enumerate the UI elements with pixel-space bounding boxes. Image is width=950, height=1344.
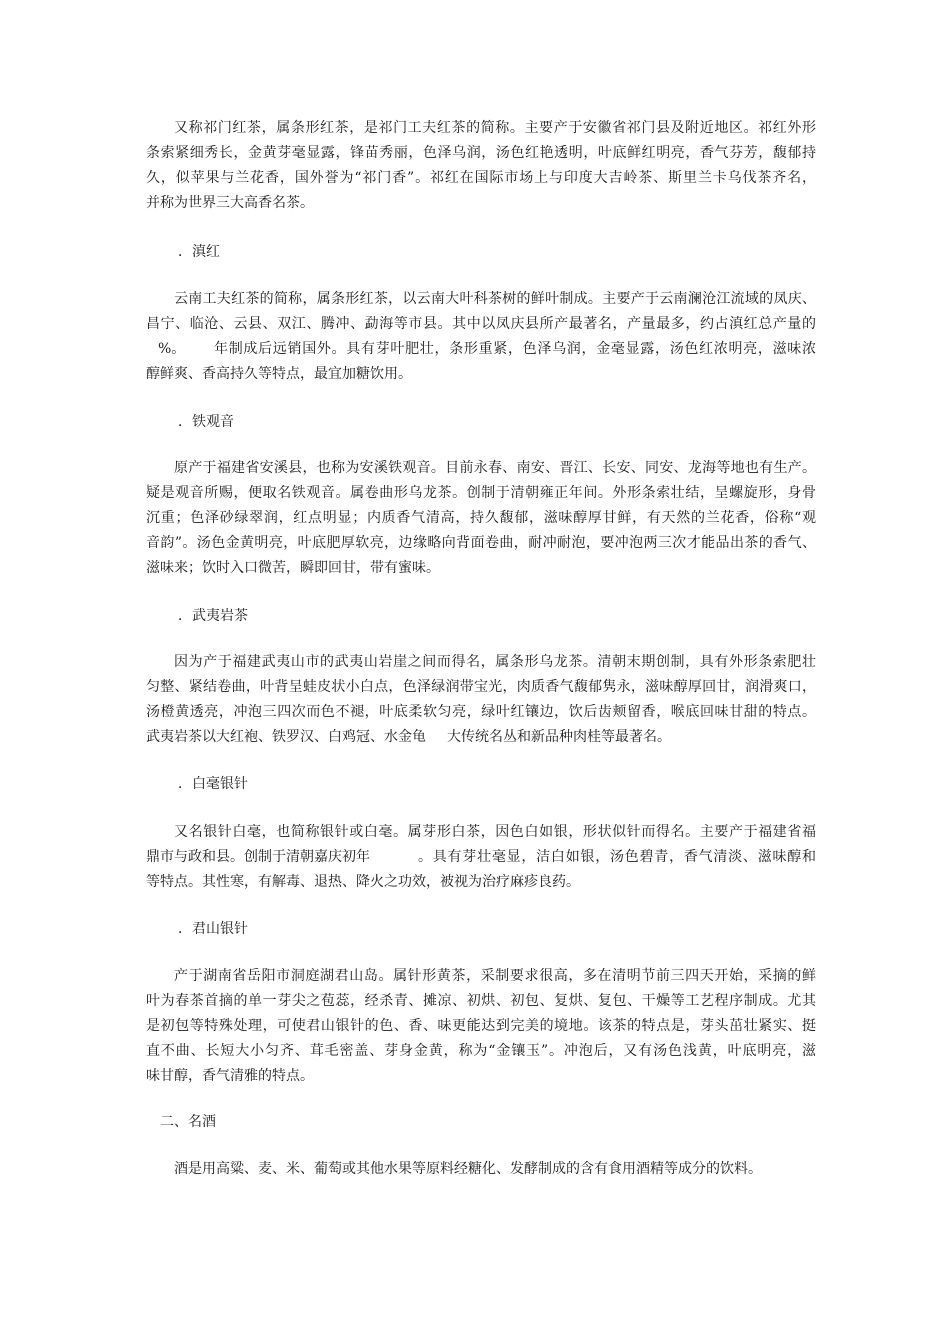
- text-line: 又名银针白毫，也简称银针或白毫。属芽形白茶，因色白如银，形状似针而得名。主要产于福建省福: [174, 824, 816, 840]
- heading-junshan: ．君山银针: [178, 921, 248, 937]
- paragraph-wuyi: [146, 650, 816, 750]
- paragraph-tieguanyin: [146, 456, 816, 581]
- text-line: 是初包等特殊处理，可使君山银针的色、香、味更能达到完美的境地。该茶的特点是，芽头茁壮紧实、挺: [146, 1018, 816, 1034]
- heading-wuyi: ．武夷岩茶: [178, 608, 248, 624]
- text-line: 味甘醇，香气清雅的特点。: [146, 1068, 314, 1084]
- text-line: 匀整、紧结卷曲，叶背呈蛙皮状小白点，色泽绿润带宝光，肉质香气馥郁隽永，滋味醇厚回甘，润滑爽口，: [146, 679, 816, 695]
- text-fragment: 。具有芽壮毫显，洁白如银，汤色碧青，香气清淡、滋味醇和: [418, 849, 816, 865]
- text-line: [146, 845, 816, 870]
- text-line: 滋味来；饮时入口微苦，瞬即回甘，带有蜜味。: [146, 560, 440, 576]
- text-line: 久，似苹果与兰花香，国外誉为“祁门香”。祁红在国际市场上与印度大吉岭茶、斯里兰卡乌伐茶齐名，: [146, 170, 816, 186]
- text-fragment: 大传统名丛和新品种肉桂等最著名。: [447, 729, 671, 745]
- heading-tieguanyin: ．铁观音: [178, 414, 234, 430]
- heading-dianhong: ．滇红: [178, 244, 220, 260]
- text-line: 直不曲、长短大小匀齐、茸毛密盖、芽身金黄，称为“金镶玉”。冲泡后，又有汤色浅黄，叶底明亮，滋: [146, 1043, 816, 1059]
- text-line: 疑是观音所赐，便取名铁观音。属卷曲形乌龙茶。创制于清朝雍正年间。外形条索壮结，呈螺旋形，身骨: [146, 485, 816, 501]
- text-line: 因为产于福建武夷山市的武夷山岩崖之间而得名，属条形乌龙茶。清朝末期创制，具有外形条索肥壮: [174, 654, 816, 670]
- paragraph-dianhong: [146, 287, 816, 387]
- text-line: 叶为春茶首摘的单一芽尖之苞蕊，经杀青、摊凉、初烘、初包、复烘、复包、干燥等工艺程序制成。尤其: [146, 993, 816, 1009]
- text-line: 沉重；色泽砂绿翠润，红点明显；内质香气清高，持久馥郁，滋味醇厚甘鲜，有天然的兰花香，俗称“观: [146, 510, 816, 526]
- heading-baihao: ．白毫银针: [178, 776, 248, 792]
- text-line: 产于湖南省岳阳市洞庭湖君山岛。属针形黄茶，采制要求很高，多在清明节前三四天开始，采摘的鲜: [174, 968, 816, 984]
- text-line: [146, 725, 816, 750]
- text-line: 又称祁门红茶，属条形红茶，是祁门工夫红茶的简称。主要产于安徽省祁门县及附近地区。祁红外形: [174, 120, 816, 136]
- text-line: 醇鲜爽、香高持久等特点，最宜加糖饮用。: [146, 366, 412, 382]
- text-line: [146, 337, 816, 362]
- text-line: 并称为世界三大高香名茶。: [146, 195, 314, 211]
- text-fragment: 年制成后远销国外。具有芽叶肥壮，条形重紧，色泽乌润，金毫显露，汤色红浓明亮，滋味浓: [214, 341, 816, 357]
- heading-mingjiu: 二、名酒: [160, 1114, 216, 1130]
- text-line: 汤橙黄透亮，冲泡三四次而色不褪，叶底柔软匀亮，绿叶红镶边，饮后齿颊留香，喉底回味甘甜的特点。: [146, 704, 816, 720]
- paragraph-baihao: [146, 820, 816, 895]
- text-line: 酒是用高粱、麦、米、葡萄或其他水果等原料经糖化、发酵制成的含有食用酒精等成分的饮料。: [174, 1161, 762, 1177]
- text-line: 云南工夫红茶的简称，属条形红茶，以云南大叶科茶树的鲜叶制成。主要产于云南澜沧江流域的凤庆、: [174, 291, 816, 307]
- paragraph-qihong: [146, 116, 816, 216]
- text-fragment: 武夷岩茶以大红袍、铁罗汉、白鸡冠、水金龟: [146, 729, 426, 745]
- paragraph-junshan: [146, 964, 816, 1089]
- text-fragment: %。: [158, 341, 186, 357]
- text-line: 等特点。其性寒，有解毒、退热、降火之功效，被视为治疗麻疹良药。: [146, 874, 580, 890]
- text-line: 音韵”。汤色金黄明亮，叶底肥厚软亮，边缘略向背面卷曲，耐冲耐泡，要冲泡两三次才能品出茶的香气、: [146, 535, 816, 551]
- text-line: 昌宁、临沧、云县、双江、腾冲、勐海等市县。其中以凤庆县所产最著名，产量最多，约占滇红总产量的: [146, 316, 816, 332]
- text-fragment: 鼎市与政和县。创制于清朝嘉庆初年: [146, 849, 370, 865]
- paragraph-mingjiu: [146, 1157, 816, 1182]
- text-line: 条索紧细秀长，金黄芽毫显露，锋苗秀丽，色泽乌润，汤色红艳透明，叶底鲜红明亮，香气芬芳，馥郁持: [146, 145, 816, 161]
- text-line: 原产于福建省安溪县，也称为安溪铁观音。目前永春、南安、晋江、长安、同安、龙海等地也有生产。: [174, 460, 816, 476]
